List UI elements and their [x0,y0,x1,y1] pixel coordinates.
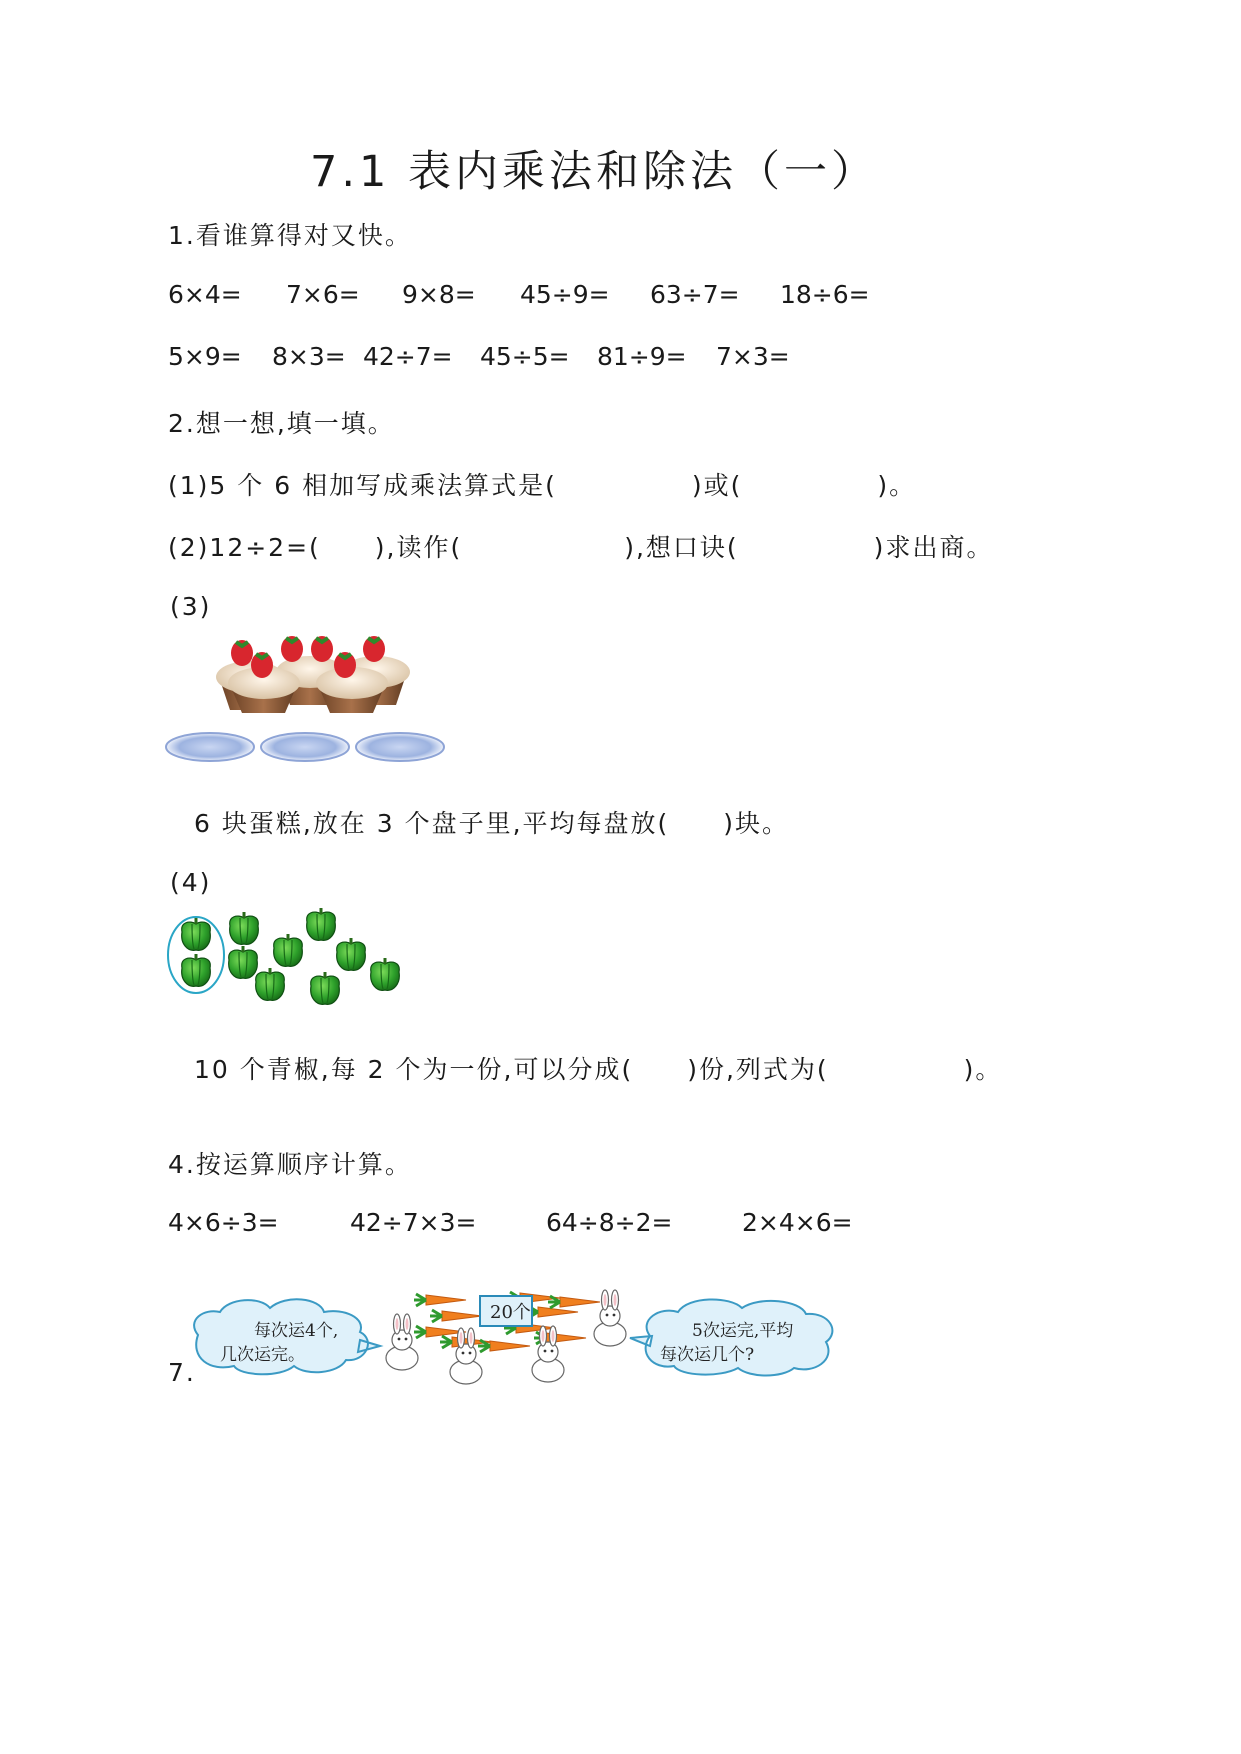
plate [166,733,254,761]
q1-r1-item: 9×8= [402,280,476,309]
sign-20-text: 20个 [490,1302,531,1323]
q4-item: 2×4×6= [742,1208,853,1237]
q2-part4-text: 10 个青椒,每 2 个为一份,可以分成( )份,列式为( )。 [194,1055,1003,1084]
q2-part3-label: (3) [170,592,212,621]
right-bubble-line1: 5次运完,平均 [692,1321,794,1341]
right-bubble-line2: 每次运几个? [660,1345,755,1365]
q2-part2: (2)12÷2=( ),读作( ),想口诀( )求出商。 [168,533,994,562]
q1-heading: 1.看谁算得对又快。 [168,221,412,250]
q4-heading: 4.按运算顺序计算。 [168,1150,412,1179]
q1-r1-item: 6×4= [168,280,242,309]
q1-r1-item: 45÷9= [520,280,610,309]
cupcakes-illustration [160,625,460,770]
left-bubble-line1: 每次运4个, [254,1321,339,1341]
q1-r1-item: 63÷7= [650,280,740,309]
bunny [594,1290,626,1346]
q1-r1-item: 18÷6= [780,280,870,309]
plate [356,733,444,761]
q4-item: 64÷8÷2= [546,1208,673,1237]
q1-r2-item: 42÷7= [363,342,453,371]
q2-part1: (1)5 个 6 相加写成乘法算式是( )或( )。 [168,471,917,500]
q1-r2-item: 5×9= [168,342,242,371]
q1-r1-item: 7×6= [286,280,360,309]
peppers-illustration [164,906,414,1006]
q1-r2-item: 7×3= [716,342,790,371]
plate [261,733,349,761]
q2-part3-text: 6 块蛋糕,放在 3 个盘子里,平均每盘放( )块。 [194,809,790,838]
q1-r2-item: 8×3= [272,342,346,371]
q2-part4-label: (4) [170,868,212,897]
page-title: 7.1 表内乘法和除法（一） [310,147,879,197]
q4-item: 42÷7×3= [350,1208,477,1237]
q1-r2-item: 81÷9= [597,342,687,371]
q4-item: 4×6÷3= [168,1208,279,1237]
q2-heading: 2.想一想,填一填。 [168,409,395,438]
bunny [450,1328,482,1384]
left-bubble-line2: 几次运完。 [220,1345,305,1365]
rabbits-carrots-illustration [190,1280,835,1380]
bunny [386,1314,418,1370]
q7-label: 7. [168,1358,196,1387]
q1-r2-item: 45÷5= [480,342,570,371]
